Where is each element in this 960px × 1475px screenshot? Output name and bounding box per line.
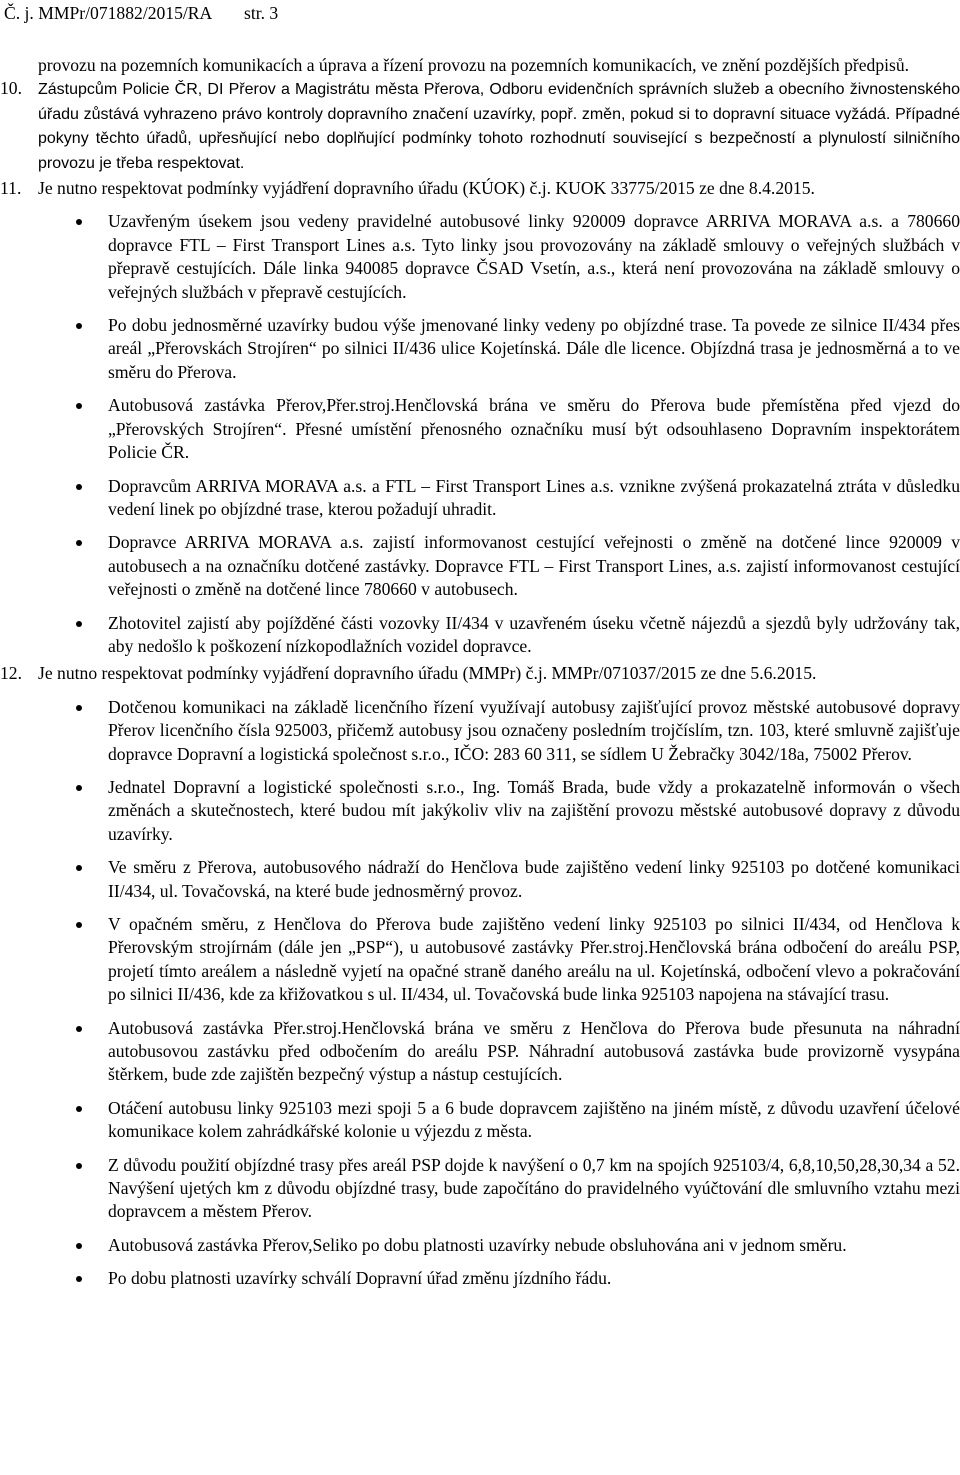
paragraph-number: 12. (0, 663, 22, 684)
list-item: Autobusová zastávka Přerov,Seliko po dobu platnosti uzavírky nebude obsluhována ani v jednom směru. (108, 1234, 960, 1257)
document-body (0, 54, 960, 1291)
list-item: Dopravce ARRIVA MORAVA a.s. zajistí informovanost cestující veřejnosti o změně na dotčené lince 920009 v autobusech a na označníku dotčené zastávky. Dopravce FTL – First Transport Lines, a.s. zajistí informovanost cestující veřejnosti o změně na dotčené lince 780660 v autobusech. (108, 531, 960, 601)
paragraph-11-text: Je nutno respektovat podmínky vyjádření dopravního úřadu (KÚOK) č.j. KUOK 33775/2015 ze dne 8.4.2015. (38, 178, 815, 199)
list-item: Dopravcům ARRIVA MORAVA a.s. a FTL – First Transport Lines a.s. vznikne zvýšená prokazatelná ztráta v důsledku vedení linek po objízdné trase, kterou požadují uhradit. (108, 475, 960, 522)
paragraph-10 (0, 77, 960, 175)
paragraph-10-tail: Případné pokyny těchto úřadů, upřesňující nebo doplňující podmínky tohoto rozhodnutí související s bezpečností a plynulostí silničního provozu je třeba respektovat. (38, 105, 960, 172)
paragraph-11 (0, 177, 960, 200)
paragraph-number: 10. (0, 78, 22, 99)
list-item: Autobusová zastávka Přer.stroj.Henčlovská brána ve směru z Henčlova do Přerova bude přesunuta na náhradní autobusovou zastávku před odbočením do areálu PSP. Náhradní autobusová zastávka bude provizorně vysypána štěrkem, bude zde zajištěn bezpečný výstup a nástup cestujících. (108, 1017, 960, 1087)
bullet-icon (76, 219, 82, 225)
list-item: Po dobu platnosti uzavírky schválí Dopravní úřad změnu jízdního řádu. (108, 1267, 960, 1290)
paragraph-12-list (38, 696, 960, 1291)
paragraph-number: 11. (0, 178, 22, 199)
page-header (4, 2, 279, 24)
list-item: Ve směru z Přerova, autobusového nádraží do Henčlova bude zajištěno vedení linky 925103 po dotčené komunikaci II/434, ul. Tovačovská, na které bude jednosměrný provoz. (108, 856, 960, 903)
paragraph-12-text: Je nutno respektovat podmínky vyjádření dopravního úřadu (MMPr) č.j. MMPr/071037/2015 ze dne 5.6.2015. (38, 663, 817, 684)
bullet-icon (76, 865, 82, 871)
bullet-icon (76, 1243, 82, 1249)
bullet-icon (76, 785, 82, 791)
bullet-icon (76, 1106, 82, 1112)
bullet-icon (76, 484, 82, 490)
list-item: Otáčení autobusu linky 925103 mezi spoji 5 a 6 bude dopravcem zajištěno na jiném místě, z důvodu uzavření účelové komunikace kolem zahrádkářské kolonie u výjezdu z města. (108, 1097, 960, 1144)
bullet-icon (76, 1026, 82, 1032)
bullet-icon (76, 1163, 82, 1169)
list-item: Autobusová zastávka Přerov,Přer.stroj.Henčlovská brána ve směru do Přerova bude přemístěna před vjezd do „Přerovských Strojíren“. Přesné umístění přenosného označníku musí být odsouhlaseno Dopravním inspektorátem Policie ČR. (108, 394, 960, 464)
list-item: V opačném směru, z Henčlova do Přerova bude zajištěno vedení linky 925103 po silnici II/434, od Henčlova k Přerovským strojírnám (dále jen „PSP“), u autobusové zastávky Přer.stroj.Henčlovská brána odbočení do areálu PSP, projetí tímto areálem a následně vyjetí na opačné straně daného areálu na ul. Kojetínská, odbočení vlevo a pokračování po silnici II/436, kde za křižovatkou s ul. II/434, ul. Tovačovská bude linka 925103 napojena na stávající trasu. (108, 913, 960, 1007)
paragraph-10-text: Zástupcům Policie ČR, DI Přerov a Magistrátu města Přerova, Odboru evidenčních správních služeb a obecního živnostenského úřadu zůstává vyhrazeno právo kontroly dopravního značení uzavírky, popř. změn, pokud si to dopravní situace vyžádá. (38, 81, 960, 123)
list-item: Z důvodu použití objízdné trasy přes areál PSP dojde k navýšení o 0,7 km na spojích 925103/4, 6,8,10,50,28,30,34 a 52. Navýšení ujetých km z důvodu objízdné trasy, bude započítáno do pravidelného vyúčtování dle smluvního vztahu mezi dopravcem a městem Přerov. (108, 1154, 960, 1224)
reference-number: Č. j. MMPr/071882/2015/RA (4, 3, 213, 23)
list-item: Po dobu jednosměrné uzavírky budou výše jmenované linky vedeny po objízdné trase. Ta povede ze silnice II/434 přes areál „Přerovskách Strojíren“ po silnici II/436 ulice Kojetínská. Dále dle licence. Objízdná trasa je jednosměrná a to ve směru do Přerova. (108, 314, 960, 384)
bullet-icon (76, 705, 82, 711)
bullet-icon (76, 1276, 82, 1282)
list-item: Dotčenou komunikaci na základě licenčního řízení využívají autobusy zajišťující provoz městské autobusové dopravy Přerov licenčního čísla 925003, přičemž autobusy jsou označeny posledním trojčíslím, tzn. 103, které smluvně zajišťuje dopravce Dopravní a logistická společnost s.r.o., IČO: 283 60 311, se sídlem U Žebračky 3042/18a, 75002 Přerov. (108, 696, 960, 766)
bullet-icon (76, 403, 82, 409)
list-item: Jednatel Dopravní a logistické společnosti s.r.o., Ing. Tomáš Brada, bude vždy a prokazatelně informován o všech změnách a skutečnostech, které budou mít jakýkoliv vliv na zajištění provozu městské autobusové dopravy z důvodu uzavírky. (108, 776, 960, 846)
bullet-icon (76, 922, 82, 928)
intro-paragraph: provozu na pozemních komunikacích a úprava a řízení provozu na pozemních komunikacích, ve znění pozdějších předpisů. (38, 55, 910, 75)
bullet-icon (76, 540, 82, 546)
list-item: Uzavřeným úsekem jsou vedeny pravidelné autobusové linky 920009 dopravce ARRIVA MORAVA a.s. a 780660 dopravce FTL – First Transport Lines a.s. Tyto linky jsou provozovány na základě smlouvy o veřejných službách v přepravě cestujících. Dále linka 940085 dopravce ČSAD Vsetín, a.s., která není provozována na základě smlouvy o veřejných službách v přepravě cestujících. (108, 210, 960, 304)
list-item: Zhotovitel zajistí aby pojížděné části vozovky II/434 v uzavřeném úseku včetně nájezdů a sjezdů byly udržovány tak, aby nedošlo k poškození nízkopodlažních vozidel dopravce. (108, 612, 960, 659)
bullet-icon (76, 621, 82, 627)
paragraph-12 (0, 662, 960, 685)
page-number: str. 3 (244, 3, 279, 23)
paragraph-11-list (38, 210, 960, 658)
bullet-icon (76, 323, 82, 329)
